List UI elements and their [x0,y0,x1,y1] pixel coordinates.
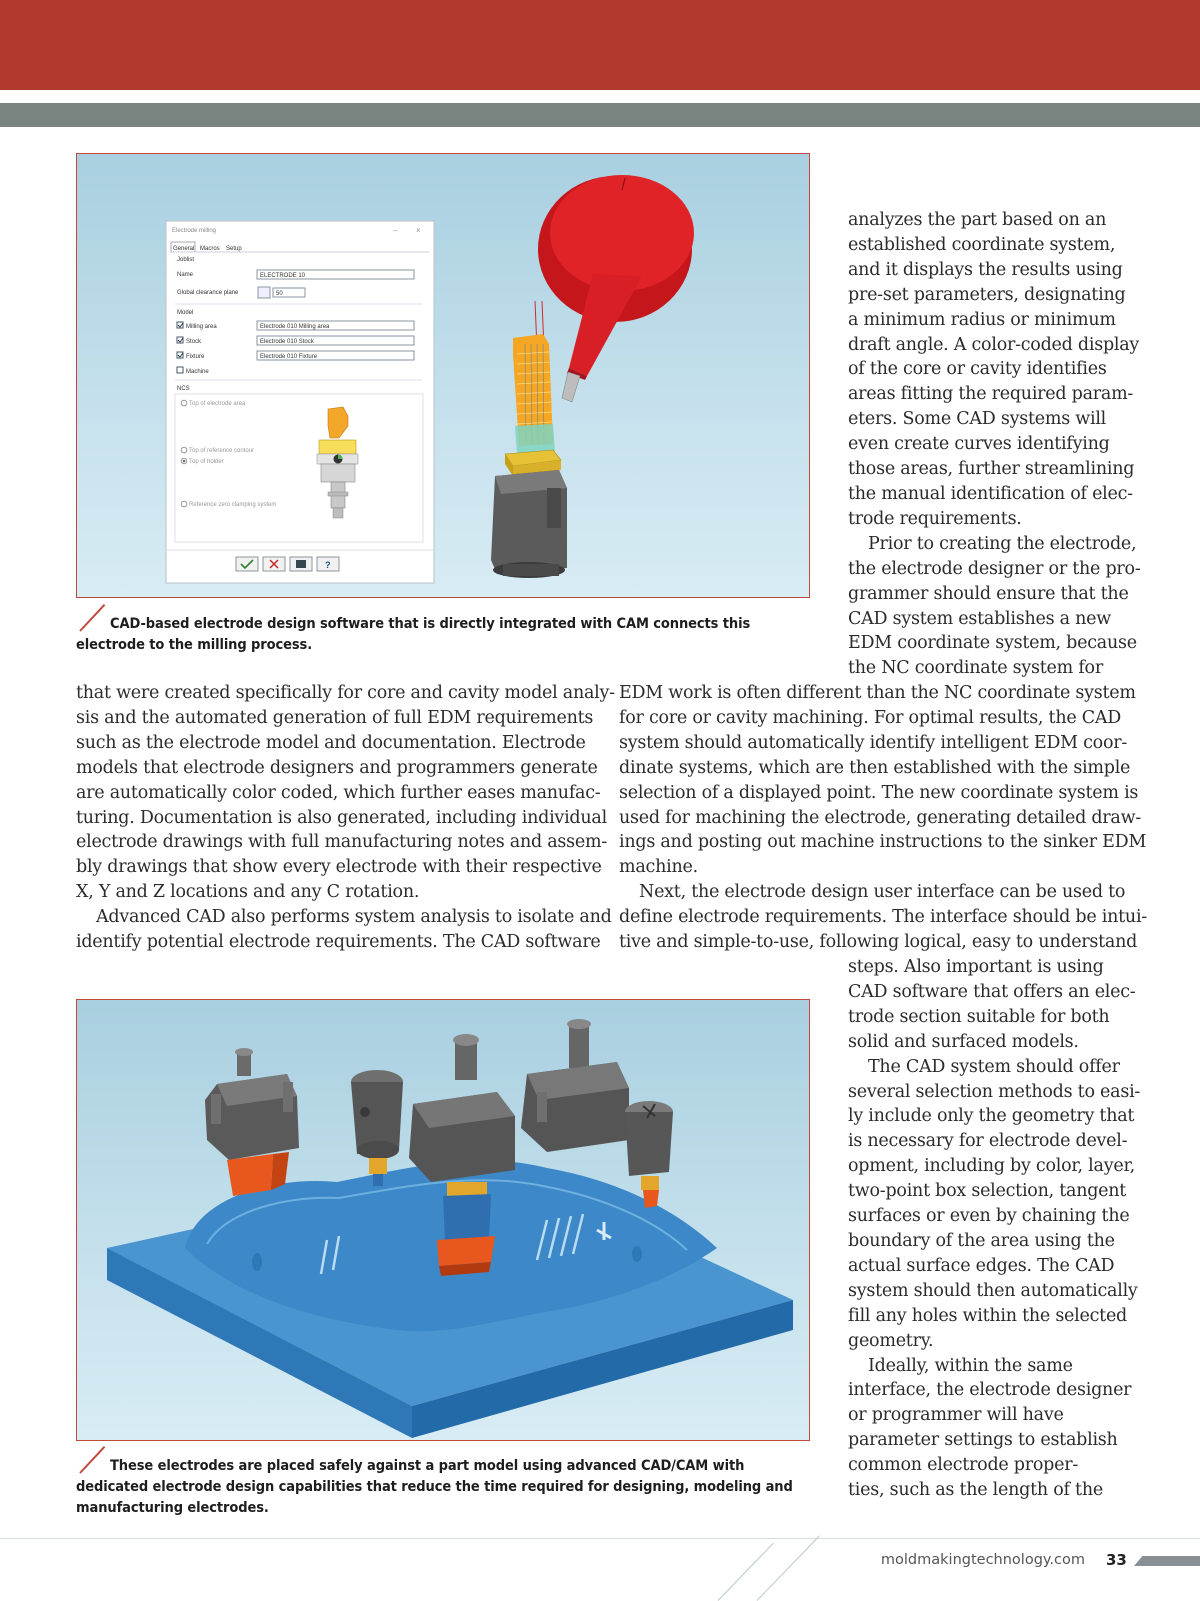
joblist-label: Joblist [177,257,195,263]
text-line: areas fitting the required param- [848,384,1134,405]
text-line: common electrode proper- [848,1455,1079,1476]
clearance-label: Global clearance plane [177,290,239,296]
text-line: for core or cavity machining. For optimal results, the CAD [619,707,1122,728]
text-line: is necessary for electrode devel- [848,1131,1128,1152]
text-line: parameter settings to establish [848,1430,1118,1451]
clearance-pick-icon[interactable] [258,287,270,298]
text-line: eters. Some CAD systems will [848,409,1107,430]
dialog-title: Electrode milling [172,228,217,234]
text-line: Next, the electrode design user interface can be used to [639,882,1126,903]
text-line: established coordinate system, [848,234,1116,255]
tab-macros[interactable]: Macros [200,246,220,252]
top-electrode-area-label: Top of electrode area [189,401,246,407]
text-line: ings and posting out machine instructions to the sinker EDM [619,832,1147,853]
text-line: even create curves identifying [848,434,1110,455]
header-red-band [0,0,1200,90]
text-line: of the core or cavity identifies [848,359,1107,380]
text-line: trode requirements. [848,508,1022,529]
stock-label: Stock [186,339,202,345]
footer-url[interactable]: moldmakingtechnology.com [880,1552,1085,1568]
text-line: selection of a displayed point. The new coordinate system is [619,782,1139,803]
text-line: two-point box selection, tangent [848,1181,1127,1202]
page-number: 33 [1106,1551,1127,1569]
text-line: are automatically color coded, which further eases manufac- [76,782,601,803]
machine-checkbox[interactable] [177,367,183,373]
top-electrode-area-radio[interactable] [181,400,187,406]
footer-rule [0,1538,1200,1539]
electrode-4 [521,1019,629,1152]
text-line: analyzes the part based on an [848,210,1107,230]
figure-1-caption: CAD-based electrode design software that is directly integrated with CAM connects this electrode to the milling process. [76,616,751,653]
text-line: actual surface edges. The CAD [848,1255,1115,1276]
tab-setup[interactable]: Setup [226,246,242,252]
text-line: turing. Documentation is also generated, including individual [76,807,607,828]
fixture-value: Electrode 010 Fixture [260,354,318,360]
text-line: sis and the automated generation of full EDM requirements [76,707,594,728]
dialog-minimize-icon[interactable]: – [393,226,398,235]
text-line: tive and simple-to-use, following logical, easy to understand [619,932,1138,953]
footer-decor-line [757,1535,820,1600]
tab-general[interactable]: General [173,246,195,252]
top-reference-contour-label: Top of reference contour [189,448,255,454]
stock-value: Electrode 010 Stock [260,339,314,345]
right-column-top-text [848,208,1148,681]
text-line: CAD system establishes a new [848,608,1111,629]
top-reference-contour-radio[interactable] [181,447,187,453]
text-line: solid and surfaced models. [848,1031,1079,1052]
electrode-milling-dialog [166,221,434,583]
figure-2-caption: These electrodes are placed safely against a part model using advanced CAD/CAM with dedicated electrode design capabilities that reduce the time required for designing, modeling and manufacturing electrodes. [76,1458,793,1516]
dialog-close-icon[interactable]: × [416,226,421,235]
footer-tab [1134,1556,1200,1566]
clearance-value: 50 [276,291,283,297]
text-line: a minimum radius or minimum [848,309,1116,330]
text-line: The CAD system should offer [868,1056,1120,1077]
text-line: CAD software that offers an elec- [848,981,1136,1002]
text-line: Advanced CAD also performs system analysis to isolate and [96,907,612,928]
text-line: Prior to creating the electrode, [868,533,1137,554]
right-column-bottom-text [848,955,1148,1503]
text-line: bly drawings that show every electrode with their respective [76,857,602,878]
text-line: trode section suitable for both [848,1006,1110,1027]
reference-zero-radio[interactable] [181,501,187,507]
text-line: machine. [619,857,698,878]
left-column-text [76,681,615,955]
text-line: Ideally, within the same [868,1355,1073,1376]
text-line: identify potential electrode requirements. The CAD software [76,932,601,953]
text-line: ties, such as the length of the [848,1480,1103,1501]
text-line: ly include only the geometry that [848,1106,1135,1127]
electrode-2 [351,1070,403,1186]
text-line: surfaces or even by chaining the [848,1206,1130,1227]
text-line: the manual identification of elec- [848,483,1133,504]
reference-zero-label: Reference zero clamping system [189,502,277,508]
name-label: Name [177,272,194,278]
text-line: several selection methods to easi- [848,1081,1141,1102]
ok-button[interactable] [236,557,258,571]
electrode-milling-illustration [77,154,809,597]
text-line: the NC coordinate system for [848,658,1103,679]
text-line: fill any holes within the selected [848,1305,1128,1326]
text-line: that were created specifically for core and cavity model analy- [76,683,615,703]
text-line: geometry. [848,1330,934,1351]
text-line: opment, including by color, layer, [848,1156,1135,1177]
text-line: grammer should ensure that the [848,583,1129,604]
text-line: system should then automatically [848,1280,1138,1301]
text-line: those areas, further streamlining [848,459,1135,480]
middle-column-text [619,681,1147,955]
text-line: electrode drawings with full manufacturing notes and assem- [76,832,608,853]
text-line: and it displays the results using [848,259,1123,280]
model-label: Model [177,310,194,316]
help-icon: ? [325,560,331,570]
electrode-1 [205,1048,299,1196]
milling-tool-scene [491,175,694,578]
text-line: or programmer will have [848,1405,1064,1426]
text-line: define electrode requirements. The interface should be intui- [619,907,1147,928]
fixture-label: Fixture [186,354,205,360]
text-line: the electrode designer or the pro- [848,558,1141,579]
text-line: used for machining the electrode, generating detailed draw- [619,807,1141,828]
header-gray-band [0,103,1200,127]
machine-label: Machine [186,369,209,375]
electrodes-part-illustration [77,1000,809,1440]
text-line: interface, the electrode designer [848,1380,1132,1401]
top-holder-label: Top of holder [189,459,224,465]
milling-area-value: Electrode 010 Milling area [260,324,330,330]
text-line: EDM coordinate system, because [848,633,1137,654]
milling-area-label: Milling area [186,324,217,330]
text-line: pre-set parameters, designating [848,284,1126,305]
text-line: such as the electrode model and documentation. Electrode [76,732,586,753]
text-line: dinate systems, which are then established with the simple [619,757,1131,778]
name-value: ELECTRODE 10 [260,273,306,279]
text-line: system should automatically identify intelligent EDM coor- [619,732,1128,753]
electrode-5 [625,1101,673,1208]
text-line: steps. Also important is using [848,957,1104,977]
ncs-label: NCS [177,386,190,392]
figure-electrode-milling [76,153,810,598]
figure-electrodes-on-part [76,999,810,1441]
text-line: boundary of the area using the [848,1230,1115,1251]
text-line: models that electrode designers and programmers generate [76,757,598,778]
text-line: X, Y and Z locations and any C rotation. [76,882,420,903]
text-line: draft angle. A color-coded display [848,334,1140,355]
text-line: EDM work is often different than the NC coordinate system [619,683,1136,703]
